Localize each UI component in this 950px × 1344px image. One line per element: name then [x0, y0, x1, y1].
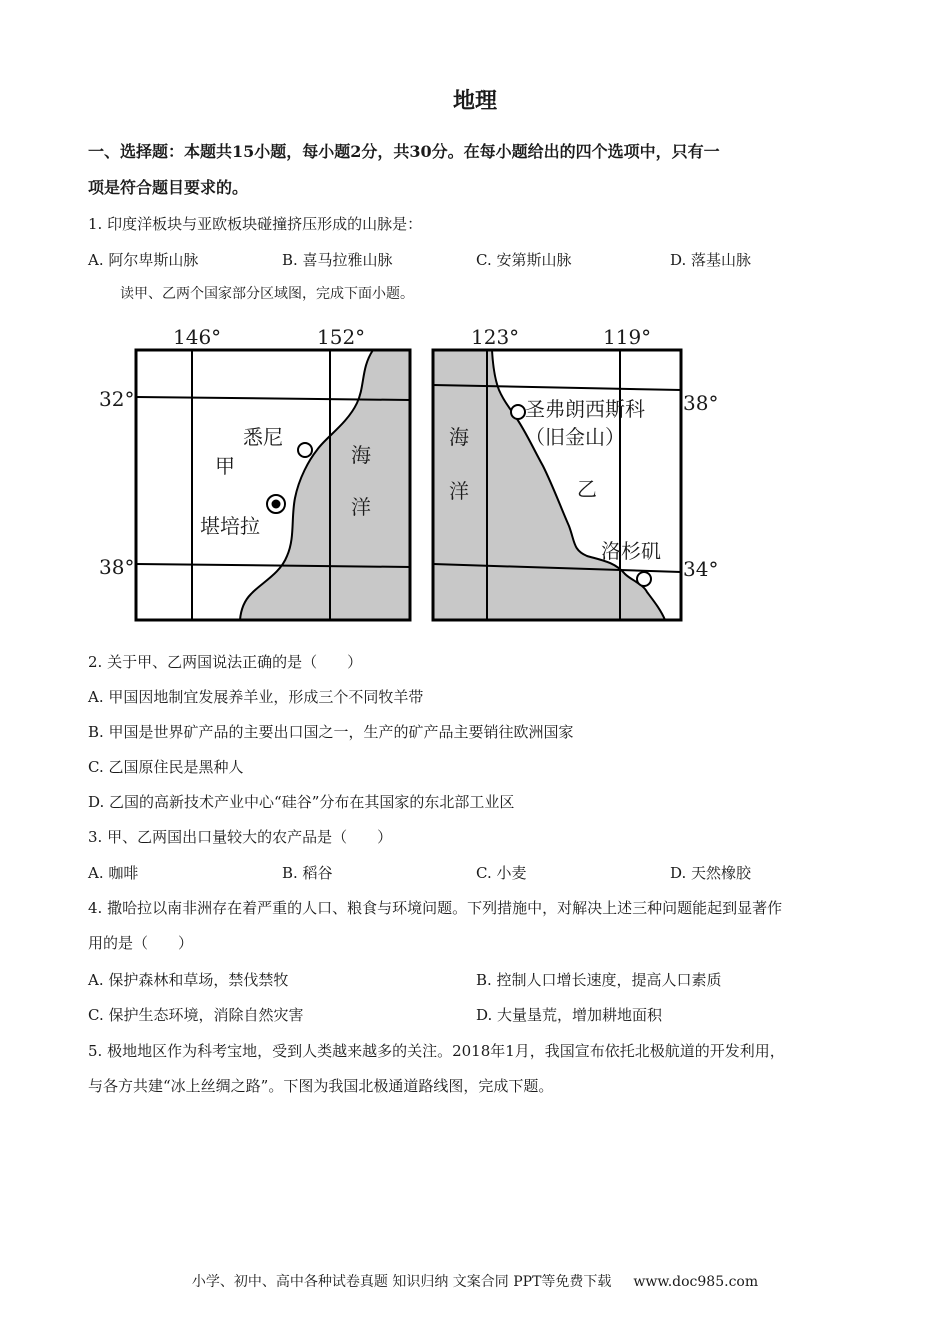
- q2-stem: 2. 关于甲、乙两国说法正确的是（ ）: [88, 653, 363, 671]
- city-losangeles-label: 洛杉矶: [601, 539, 661, 563]
- left-sea-char-1: 海: [351, 443, 371, 467]
- q4-option-a: A. 保护森林和草场，禁伐禁牧: [88, 971, 289, 989]
- q3-option-b: B. 稻谷: [282, 864, 333, 882]
- right-lon-123: 123°: [471, 325, 520, 349]
- city-canberra-label: 堪培拉: [200, 514, 260, 538]
- q1-stem: 1. 印度洋板块与亚欧板块碰撞挤压形成的山脉是：: [88, 215, 423, 233]
- city-sanfrancisco-marker: [511, 405, 525, 419]
- q4-option-d: D. 大量垦荒，增加耕地面积: [476, 1006, 663, 1024]
- left-map-ocean: [240, 350, 410, 620]
- q1-option-c: C. 安第斯山脉: [476, 251, 572, 269]
- q4-option-b: B. 控制人口增长速度，提高人口素质: [476, 971, 722, 989]
- city-sanfrancisco-label: 圣弗朗西斯科: [525, 397, 645, 421]
- region-maps: [95, 318, 735, 630]
- capital-canberra-dot: [272, 500, 281, 509]
- section-heading-line-1: 一、选择题：本题共15小题，每小题2分，共30分。在每小题给出的四个选项中，只有一: [88, 142, 720, 161]
- q5-stem-line-1: 5. 极地地区作为科考宝地，受到人类越来越多的关注。2018年1月，我国宣布依托北极航道的开发利用，: [88, 1042, 785, 1060]
- section-heading-line-2: 项是符合题目要求的。: [88, 178, 249, 197]
- city-sanfrancisco-alt-label: （旧金山）: [525, 425, 625, 449]
- q3-stem: 3. 甲、乙两国出口量较大的农产品是（ ）: [88, 828, 393, 846]
- page-footer: [0, 1271, 950, 1291]
- left-lon-146: 146°: [173, 325, 222, 349]
- q1-option-a: A. 阿尔卑斯山脉: [88, 251, 199, 269]
- footer-text: 小学、初中、高中各种试卷真题 知识归纳 文案合同 PPT等免费下载: [191, 1274, 612, 1290]
- left-lat-38: 38°: [99, 555, 135, 579]
- city-losangeles-marker: [637, 572, 651, 586]
- q3-option-d: D. 天然橡胶: [670, 864, 752, 882]
- right-lat-34: 34°: [683, 557, 719, 581]
- q2-option-c: C. 乙国原住民是黑种人: [88, 758, 244, 776]
- map-intro: 读甲、乙两个国家部分区域图，完成下面小题。: [120, 286, 414, 302]
- q5-stem-line-2: 与各方共建“冰上丝绸之路”。下图为我国北极通道路线图，完成下题。: [88, 1077, 554, 1095]
- q1-option-d: D. 落基山脉: [670, 251, 752, 269]
- country-label-jia: 甲: [215, 454, 235, 478]
- footer-site-link[interactable]: www.doc985.com: [633, 1274, 759, 1290]
- q2-option-b: B. 甲国是世界矿产品的主要出口国之一，生产的矿产品主要销往欧洲国家: [88, 723, 574, 741]
- q4-stem-line-2: 用的是（ ）: [88, 934, 194, 952]
- page-title: 地理: [452, 88, 497, 114]
- country-label-yi: 乙: [577, 477, 597, 501]
- q3-option-c: C. 小麦: [476, 864, 527, 882]
- right-lat-38: 38°: [683, 391, 719, 415]
- q3-option-a: A. 咖啡: [88, 864, 139, 882]
- q4-option-c: C. 保护生态环境，消除自然灾害: [88, 1006, 304, 1024]
- right-lon-119: 119°: [603, 325, 652, 349]
- city-sydney-marker: [298, 443, 312, 457]
- left-lon-152: 152°: [317, 325, 366, 349]
- map-right: [433, 325, 718, 620]
- q4-stem-line-1: 4. 撒哈拉以南非洲存在着严重的人口、粮食与环境问题。下列措施中，对解决上述三种问题能起到显著作: [88, 899, 783, 917]
- q2-option-a: A. 甲国因地制宜发展养羊业，形成三个不同牧羊带: [88, 688, 424, 706]
- left-lat-32: 32°: [99, 387, 135, 411]
- right-sea-char-2: 洋: [449, 479, 469, 503]
- left-sea-char-2: 洋: [351, 495, 371, 519]
- q1-option-b: B. 喜马拉雅山脉: [282, 251, 393, 269]
- q2-option-d: D. 乙国的高新技术产业中心“硅谷”分布在其国家的东北部工业区: [88, 793, 515, 811]
- right-sea-char-1: 海: [449, 425, 469, 449]
- map-left: [99, 325, 410, 620]
- city-sydney-label: 悉尼: [243, 425, 283, 449]
